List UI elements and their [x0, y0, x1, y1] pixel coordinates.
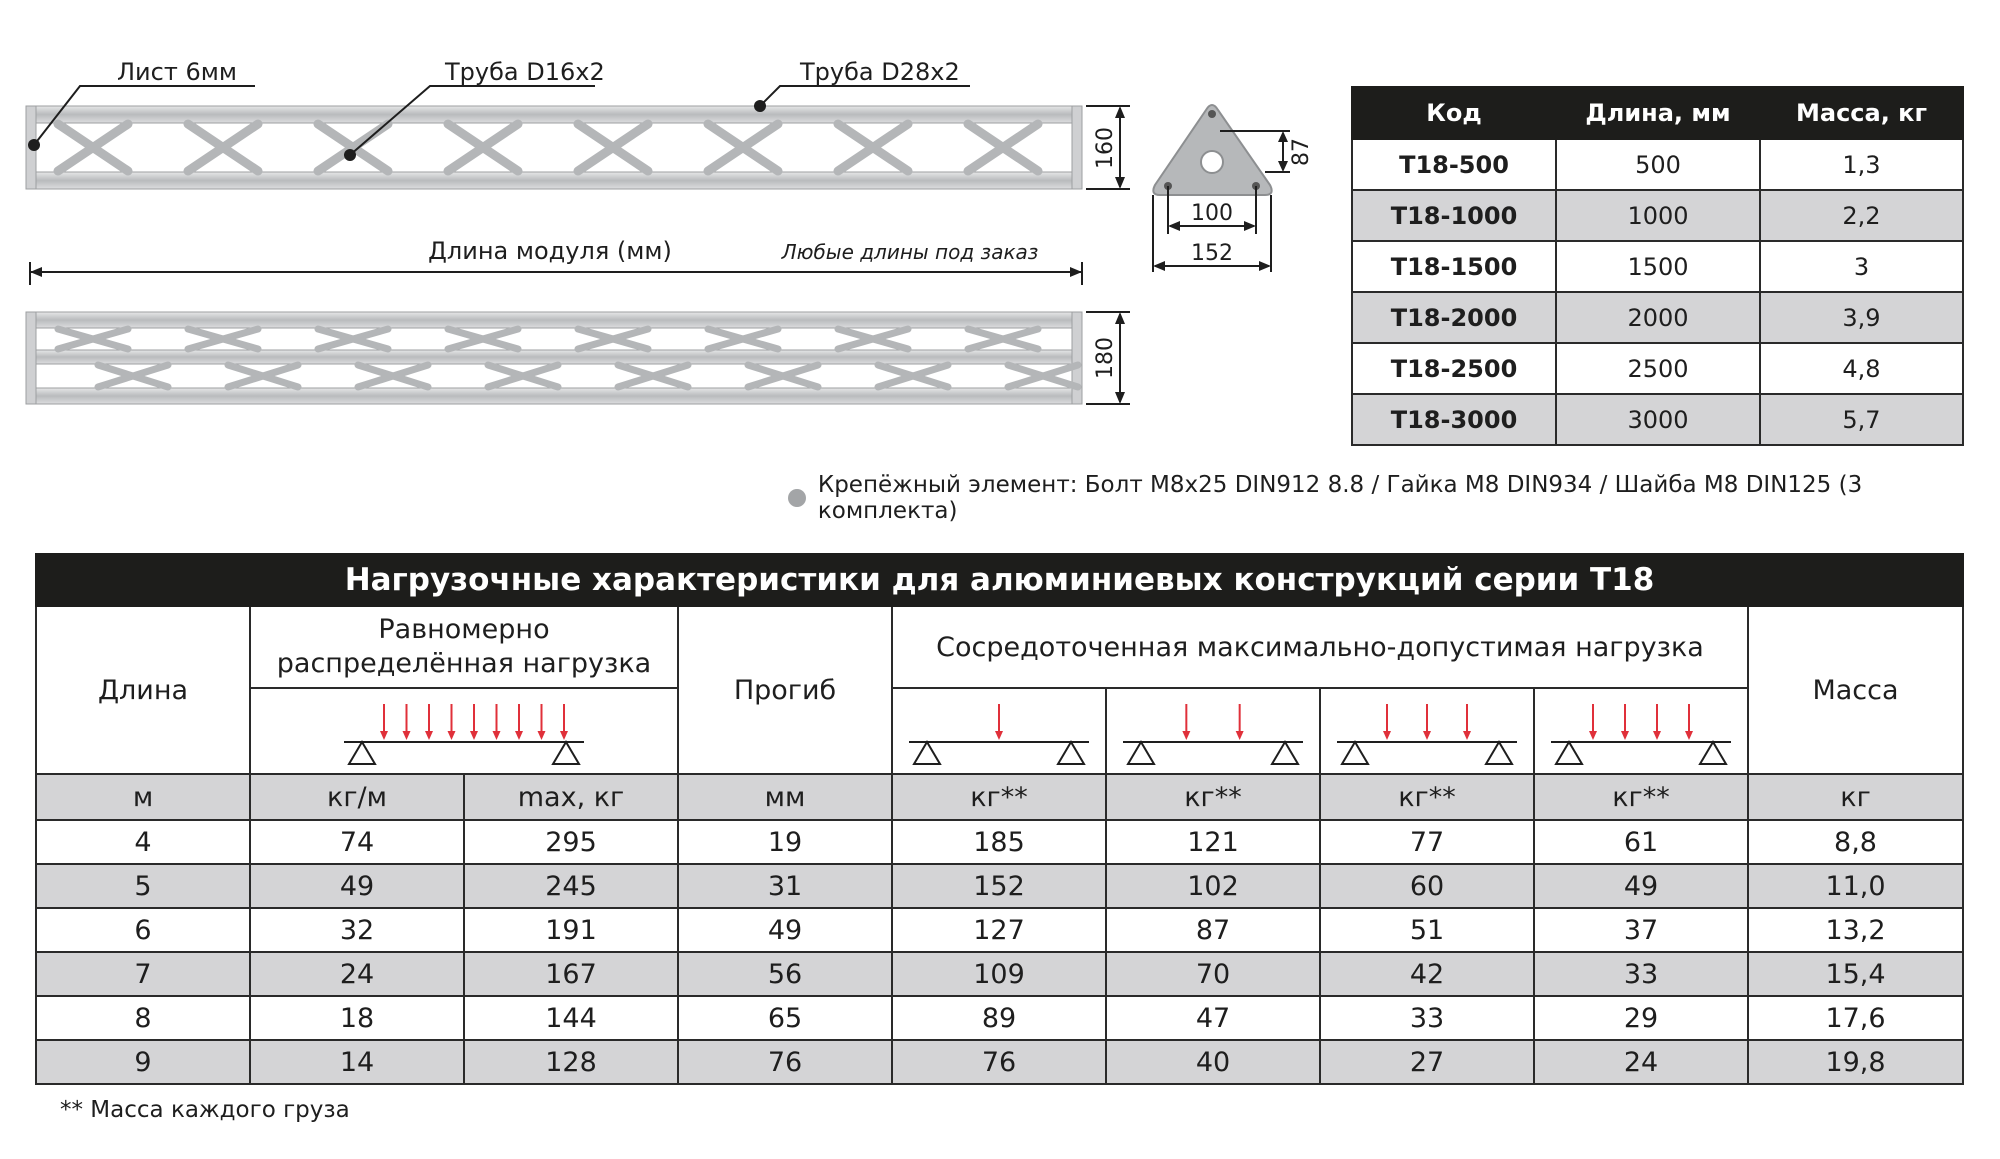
table-cell: 167 — [464, 952, 678, 996]
leader-dot — [28, 139, 40, 151]
code-cell: T18-2000 — [1352, 292, 1556, 343]
mass-cell: 2,2 — [1760, 190, 1963, 241]
mass-cell: 3,9 — [1760, 292, 1963, 343]
table-cell: 11,0 — [1748, 864, 1963, 908]
support-icon — [1128, 742, 1154, 764]
fastener-note-text: Крепёжный элемент: Болт M8x25 DIN912 8.8 / Гайка M8 DIN934 / Шайба M8 DIN125 (3 комплекта) — [817, 472, 1863, 524]
truss-top-view — [26, 312, 1082, 404]
bullet-icon — [788, 489, 806, 507]
table-cell: 33 — [1320, 996, 1534, 1040]
table-cell: 42 — [1320, 952, 1534, 996]
unit-cell: кг** — [1320, 774, 1534, 820]
table-cell: 109 — [892, 952, 1106, 996]
unit-cell: кг/м — [250, 774, 464, 820]
header-uniform-line1: Равномерно — [378, 614, 550, 645]
table-cell: 121 — [1106, 820, 1320, 864]
support-icon — [553, 742, 579, 764]
unit-cell: max, кг — [464, 774, 678, 820]
plate-height: 87 — [1289, 138, 1314, 166]
unit-cell: м — [36, 774, 250, 820]
table-cell: 191 — [464, 908, 678, 952]
table-cell: 4 — [36, 820, 250, 864]
code-cell: T18-2500 — [1352, 343, 1556, 394]
table-cell: 77 — [1320, 820, 1534, 864]
load-table — [35, 553, 1964, 1085]
code-cell: T18-3000 — [1352, 394, 1556, 445]
length-cell: 2000 — [1556, 292, 1760, 343]
table-cell: 76 — [892, 1040, 1106, 1084]
table-cell: 7 — [36, 952, 250, 996]
table-row — [1352, 292, 1963, 343]
load-arrow-icon — [425, 731, 433, 740]
table-cell: 76 — [678, 1040, 892, 1084]
header-uniform-load — [250, 606, 678, 688]
support-icon — [1342, 742, 1368, 764]
table-cell: 8 — [36, 996, 250, 1040]
load-arrow-icon — [493, 731, 501, 740]
point-load-diagram-4 — [1534, 688, 1748, 774]
table-cell: 37 — [1534, 908, 1748, 952]
length-cell: 3000 — [1556, 394, 1760, 445]
load-arrow-icon — [1621, 731, 1629, 740]
table-row — [36, 952, 1963, 996]
table-cell: 19,8 — [1748, 1040, 1963, 1084]
table-cell: 29 — [1534, 996, 1748, 1040]
length-cell: 500 — [1556, 139, 1760, 190]
table-row — [1352, 190, 1963, 241]
table-cell: 8,8 — [1748, 820, 1963, 864]
table-cell: 32 — [250, 908, 464, 952]
load-arrow-icon — [380, 731, 388, 740]
table-cell: 65 — [678, 996, 892, 1040]
leader-dot — [754, 100, 766, 112]
code-table-header — [1352, 87, 1963, 139]
support-icon — [1272, 742, 1298, 764]
load-arrow-icon — [1383, 731, 1391, 740]
table-row — [36, 1040, 1963, 1084]
footnote: ** Масса каждого груза — [60, 1097, 350, 1123]
table-cell: 40 — [1106, 1040, 1320, 1084]
units-row — [36, 774, 1963, 820]
point-load-diagram-2 — [1106, 688, 1320, 774]
header-length: Длина — [36, 606, 250, 774]
table-cell: 102 — [1106, 864, 1320, 908]
mass-cell: 3 — [1760, 241, 1963, 292]
table-cell: 245 — [464, 864, 678, 908]
header-deflection: Прогиб — [678, 606, 892, 774]
header-length: Длина, мм — [1556, 87, 1760, 139]
table-cell: 6 — [36, 908, 250, 952]
mass-cell: 1,3 — [1760, 139, 1963, 190]
table-cell: 47 — [1106, 996, 1320, 1040]
dim-bottom-height: 180 — [1093, 337, 1118, 379]
header-uniform-line2: распределённая нагрузка — [276, 648, 652, 679]
dim-top-height: 160 — [1093, 127, 1118, 169]
load-arrow-icon — [1182, 731, 1190, 740]
table-cell: 185 — [892, 820, 1106, 864]
unit-cell: мм — [678, 774, 892, 820]
support-icon — [1556, 742, 1582, 764]
label-tube-large: Труба D28x2 — [800, 58, 960, 86]
table-cell: 144 — [464, 996, 678, 1040]
uniform-load-diagram — [250, 688, 678, 774]
table-row — [36, 864, 1963, 908]
header-mass: Масса, кг — [1760, 87, 1963, 139]
table-cell: 70 — [1106, 952, 1320, 996]
table-cell: 87 — [1106, 908, 1320, 952]
load-arrow-icon — [995, 731, 1003, 740]
load-arrow-icon — [1685, 731, 1693, 740]
table-row — [1352, 394, 1963, 445]
table-cell: 49 — [678, 908, 892, 952]
header-code: Код — [1352, 87, 1556, 139]
table-cell: 18 — [250, 996, 464, 1040]
table-cell: 74 — [250, 820, 464, 864]
table-cell: 24 — [1534, 1040, 1748, 1084]
code-cell: T18-500 — [1352, 139, 1556, 190]
any-length-note: Любые длины под заказ — [781, 240, 1039, 264]
length-label: Длина модуля (мм) — [428, 237, 672, 265]
table-cell: 13,2 — [1748, 908, 1963, 952]
unit-cell: кг** — [1534, 774, 1748, 820]
table-cell: 56 — [678, 952, 892, 996]
table-row — [36, 820, 1963, 864]
header-concentrated-load: Сосредоточенная максимально-допустимая нагрузка — [892, 606, 1748, 688]
load-arrow-icon — [470, 731, 478, 740]
code-cell: T18-1000 — [1352, 190, 1556, 241]
table-cell: 24 — [250, 952, 464, 996]
load-table-title: Нагрузочные характеристики для алюминиевых конструкций серии T18 — [36, 554, 1963, 606]
mass-cell: 5,7 — [1760, 394, 1963, 445]
table-cell: 51 — [1320, 908, 1534, 952]
point-load-diagram-1 — [892, 688, 1106, 774]
table-cell: 33 — [1534, 952, 1748, 996]
support-icon — [349, 742, 375, 764]
load-arrow-icon — [560, 731, 568, 740]
table-cell: 19 — [678, 820, 892, 864]
leader-dot — [344, 149, 356, 161]
mass-cell: 4,8 — [1760, 343, 1963, 394]
unit-cell: кг** — [1106, 774, 1320, 820]
table-cell: 31 — [678, 864, 892, 908]
load-arrow-icon — [448, 731, 456, 740]
table-cell: 9 — [36, 1040, 250, 1084]
unit-cell: кг — [1748, 774, 1963, 820]
table-cell: 128 — [464, 1040, 678, 1084]
load-arrow-icon — [1589, 731, 1597, 740]
table-row — [1352, 343, 1963, 394]
fastener-note — [788, 472, 2000, 524]
table-cell: 14 — [250, 1040, 464, 1084]
table-cell: 60 — [1320, 864, 1534, 908]
table-cell: 49 — [1534, 864, 1748, 908]
truss-side-view — [26, 106, 1082, 189]
load-arrow-icon — [538, 731, 546, 740]
unit-cell: кг** — [892, 774, 1106, 820]
table-cell: 17,6 — [1748, 996, 1963, 1040]
plate-hole-distance: 100 — [1191, 201, 1233, 226]
load-arrow-icon — [403, 731, 411, 740]
load-arrow-icon — [1463, 731, 1471, 740]
table-cell: 152 — [892, 864, 1106, 908]
table-cell: 127 — [892, 908, 1106, 952]
table-cell: 61 — [1534, 820, 1748, 864]
table-cell: 27 — [1320, 1040, 1534, 1084]
table-row — [1352, 241, 1963, 292]
table-row — [36, 908, 1963, 952]
table-cell: 89 — [892, 996, 1106, 1040]
length-cell: 1500 — [1556, 241, 1760, 292]
support-icon — [1058, 742, 1084, 764]
length-cell: 2500 — [1556, 343, 1760, 394]
label-sheet: Лист 6мм — [117, 58, 237, 86]
truss-drawing — [0, 0, 1140, 430]
length-cell: 1000 — [1556, 190, 1760, 241]
load-arrow-icon — [1423, 731, 1431, 740]
table-cell: 295 — [464, 820, 678, 864]
point-load-diagram-3 — [1320, 688, 1534, 774]
table-cell: 15,4 — [1748, 952, 1963, 996]
table-row — [1352, 139, 1963, 190]
support-icon — [1700, 742, 1726, 764]
table-row — [36, 996, 1963, 1040]
code-cell: T18-1500 — [1352, 241, 1556, 292]
table-cell: 5 — [36, 864, 250, 908]
end-plate-drawing — [1140, 90, 1320, 290]
label-tube-small: Труба D16x2 — [445, 58, 605, 86]
load-arrow-icon — [1653, 731, 1661, 740]
load-arrow-icon — [1236, 731, 1244, 740]
table-cell: 49 — [250, 864, 464, 908]
code-table — [1351, 86, 1964, 446]
support-icon — [914, 742, 940, 764]
support-icon — [1486, 742, 1512, 764]
plate-width: 152 — [1191, 241, 1233, 266]
header-mass: Масса — [1748, 606, 1963, 774]
load-arrow-icon — [515, 731, 523, 740]
